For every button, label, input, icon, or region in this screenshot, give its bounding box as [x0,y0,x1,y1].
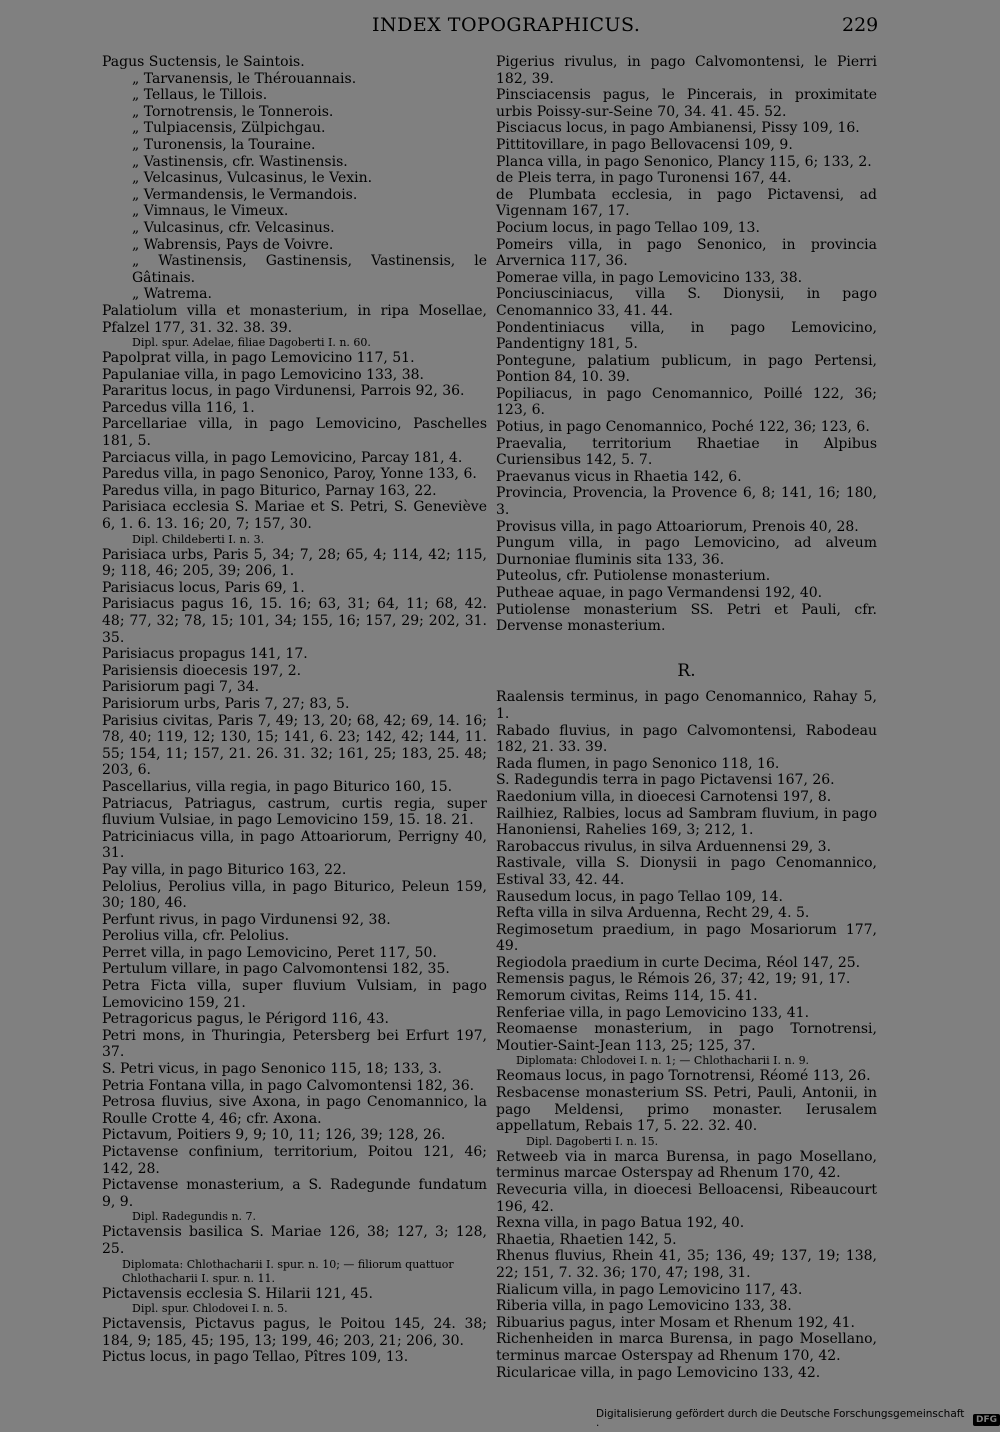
diploma-note: Dipl. spur. Adelae, filiae Dagoberti I. n. 60. [132,336,371,350]
index-entry: Popiliacus, in pago Cenomannico, Poillé 122, 36; 123, 6. [496,385,877,419]
index-entry: Provisus villa, in pago Attoariorum, Prenois 40, 28. [496,518,859,535]
index-entry: Perfunt rivus, in pago Virdunensi 92, 38. [102,911,391,928]
index-entry: Revecuria villa, in dioecesi Belloacensi, Ribeaucourt 196, 42. [496,1182,877,1215]
page-number: 229 [842,14,879,36]
index-entry: Parisiensis dioecesis 197, 2. [102,662,302,679]
index-entry: Ponciusciniacus, villa S. Dionysii, in pago Cenomannico 33, 41. 44. [496,286,877,319]
index-entry: Parisiacus propagus 141, 17. [102,646,308,663]
index-entry: Raalensis terminus, in pago Cenomannico, Rahay 5, 1. [496,689,877,722]
index-entry: „ Turonensis, la Touraine. [132,136,316,153]
index-entry: Pomeirs villa, in pago Senonico, in provincia Arvernica 117, 36. [496,236,877,270]
index-entry: Parisiacus pagus 16, 15. 16; 63, 31; 64, 11; 68, 42. 48; 77, 32; 78, 15; 101, 34; 155, 16; 157, 29; 202, 31. 35. [102,596,487,646]
index-entry: Putheae aquae, in pago Vermandensi 192, 40. [496,585,823,601]
index-entry: Pictavensis ecclesia S. Hilarii 121, 45. [102,1285,373,1302]
index-entry: Palatiolum villa et monasterium, in ripa Mosellae, Pfalzel 177, 31. 32. 38. 39. [102,302,487,336]
index-entry: Pittitovillare, in pago Bellovacensi 109, 9. [496,136,793,153]
index-entry: Paredus villa, in pago Biturico, Parnay 163, 22. [102,482,437,499]
index-entry: Petra Ficta villa, super fluvium Vulsiam, in pago Lemovicino 159, 21. [102,978,487,1011]
index-entry: Parisiacus locus, Paris 69, 1. [102,579,305,596]
index-entry: Pascellarius, villa regia, in pago Biturico 160, 15. [102,778,453,795]
dfg-logo: DFG [973,1414,1000,1426]
index-entry: Paredus villa, in pago Senonico, Paroy, Yonne 133, 6. [102,466,477,483]
index-entry: Patriacus, Patriagus, castrum, curtis regia, super fluvium Vulsiae, in pago Lemovicino 159, 15. 18. 21. [102,795,487,829]
index-entry: Rhaetia, Rhaetien 142, 5. [496,1231,677,1248]
index-entry: Puteolus, cfr. Putiolense monasterium. [496,568,771,585]
index-entry: Parciacus villa, in pago Lemovicino, Parcay 181, 4. [102,449,463,466]
index-entry: Rarobaccus rivulus, in silva Arduennensi 29, 3. [496,838,832,855]
index-entry: Rastivale, villa S. Dionysii in pago Cenomannico, Estival 33, 42. 44. [496,855,877,888]
index-entry: Reomaense monasterium, in pago Tornotrensi, Moutier-Saint-Jean 113, 25; 125, 37. [496,1021,877,1054]
index-entry: Raedonium villa, in dioecesi Carnotensi 197, 8. [496,788,832,805]
index-entry: Petragoricus pagus, le Périgord 116, 43. [102,1011,390,1028]
index-entry: S. Petri vicus, in pago Senonico 115, 18; 133, 3. [102,1061,442,1078]
index-entry: Rabado fluvius, in pago Calvomontensi, Rabodeau 182, 21. 33. 39. [496,722,877,756]
index-entry: Pontegune, palatium publicum, in pago Pertensi, Pontion 84, 10. 39. [496,352,877,386]
digitization-footer [596,1408,1000,1432]
index-entry: Remorum civitas, Reims 114, 15. 41. [496,988,758,1005]
index-entry: Pinsciacensis pagus, le Pincerais, in proximitate urbis Poissy-sur-Seine 70, 34. 41. 45. 52. [496,87,877,120]
index-entry: „ Wabrensis, Pays de Voivre. [132,236,334,253]
index-entry: Pigerius rivulus, in pago Calvomontensi, le Pierri 182, 39. [496,54,877,87]
index-entry: Rausedum locus, in pago Tellao 109, 14. [496,888,783,905]
index-entry: Praevanus vicus in Rhaetia 142, 6. [496,468,742,485]
index-entry: Parisiaca ecclesia S. Mariae et S. Petri, S. Geneviève 6, 1. 6. 13. 16; 20, 7; 157, 30. [102,499,487,533]
footer-text: Digitalisierung gefördert durch die Deutsche Forschungsgemeinschaft · [596,1408,965,1432]
right-column [496,54,877,1381]
index-entry: „ Tarvanensis, le Thérouannais. [132,70,357,87]
index-entry: „ Vimnaus, le Vimeux. [132,203,289,220]
index-entry: Ribuarius pagus, inter Mosam et Rhenum 192, 41. [496,1314,855,1331]
index-entry: Rexna villa, in pago Batua 192, 40. [496,1215,745,1232]
index-entry: „ Vastinensis, cfr. Wastinensis. [132,153,348,170]
index-entry: Pay villa, in pago Biturico 163, 22. [102,861,347,878]
index-entry: de Plumbata ecclesia, in pago Pictavensi, ad Vigennam 167, 17. [496,186,877,220]
index-entry: Pictavense monasterium, a S. Radegunde fundatum 9, 9. [102,1177,487,1210]
index-entry: Riberia villa, in pago Lemovicino 133, 38. [496,1298,792,1315]
index-entry: Pictavense confinium, territorium, Poitou 121, 46; 142, 28. [102,1144,487,1177]
index-entry: Reomaus locus, in pago Tornotrensi, Réomé 113, 26. [496,1068,871,1085]
index-entry: Pagus Suctensis, le Saintois. [102,54,305,70]
index-entry: Remensis pagus, le Rémois 26, 37; 42, 19; 91, 17. [496,971,851,988]
index-entry: Parisiaca urbs, Paris 5, 34; 7, 28; 65, 4; 114, 42; 115, 9; 118, 46; 205, 39; 206, 1. [102,546,487,580]
index-entry: „ Tellaus, le Tillois. [132,87,268,104]
index-entry: Pungum villa, in pago Lemovicino, ad alveum Durnoniae fluminis sita 133, 36. [496,535,877,568]
index-entry: Pertulum villare, in pago Calvomontensi 182, 35. [102,961,450,978]
diploma-note: Dipl. Radegundis n. 7. [132,1210,257,1224]
index-entry: Putiolense monasterium SS. Petri et Pauli, cfr. Dervense monasterium. [496,601,877,635]
index-entry: Planca villa, in pago Senonico, Plancy 115, 6; 133, 2. [496,153,872,170]
index-entry: Rhenus fluvius, Rhein 41, 35; 136, 49; 137, 19; 138, 22; 151, 7. 32. 36; 170, 47; 198, 31. [496,1248,877,1281]
index-entry: Patriciniacus villa, in pago Attoariorum, Perrigny 40, 31. [102,828,487,862]
index-entry: Parisiorum urbs, Paris 7, 27; 83, 5. [102,695,350,712]
index-entry: Regiodola praedium in curte Decima, Réol 147, 25. [496,954,861,971]
index-entry: Regimosetum praedium, in pago Mosariorum 177, 49. [496,921,877,955]
diploma-note: Diplomata: Chlodovei I. n. 1; — Chlothacharii I. n. 9. [516,1054,810,1068]
index-entry: S. Radegundis terra in pago Pictavensi 167, 26. [496,772,835,789]
diploma-note: Dipl. Childeberti I. n. 3. [132,532,265,546]
index-entry: „ Tornotrensis, le Tonnerois. [132,103,334,120]
diploma-note: Dipl. spur. Chlodovei I. n. 5. [132,1302,288,1316]
section-heading: R. [677,660,696,681]
index-entry: Resbacense monasterium SS. Petri, Pauli, Antonii, in pago Meldensi, primo monaster. Ierusalem appellatum, Rebais 17, 5. 22. 32. 40. [496,1085,877,1135]
index-entry: Retweeb via in marca Burensa, in pago Mosellano, terminus marcae Osterspay ad Rhenum 170, 42. [496,1148,877,1182]
index-entry: Refta villa in silva Arduenna, Recht 29, 4. 5. [496,905,810,922]
index-entry: „ Velcasinus, Vulcasinus, le Vexin. [132,170,373,187]
page-header [0,14,1000,42]
index-entry: „ Tulpiacensis, Zülpichgau. [132,120,326,137]
index-entry: Pararitus locus, in pago Virdunensi, Parrois 92, 36. [102,383,465,400]
index-entry: Rada flumen, in pago Senonico 118, 16. [496,755,780,772]
index-entry: Parisiorum pagi 7, 34. [102,679,260,696]
index-entry: „ Watrema. [132,286,212,303]
index-entry: Papulaniae villa, in pago Lemovicino 133, 38. [102,366,424,383]
index-entry: Rialicum villa, in pago Lemovicino 117, 43. [496,1281,803,1298]
diploma-note: Dipl. Dagoberti I. n. 15. [526,1134,659,1148]
index-entry: Parcellariae villa, in pago Lemovicino, Paschelles 181, 5. [102,416,487,450]
index-entry: Praevalia, territorium Rhaetiae in Alpibus Curiensibus 142, 5. 7. [496,435,877,469]
index-entry: Provincia, Provencia, la Provence 6, 8; 141, 16; 180, 3. [496,485,877,519]
index-entry: Pondentiniacus villa, in pago Lemovicino, Pandentigny 181, 5. [496,319,877,353]
index-entry: Pictavensis, Pictavus pagus, le Poitou 145, 24. 38; 184, 9; 185, 45; 195, 13; 199, 46; 203, 21; 206, 30. [102,1316,487,1349]
index-entry: „ Vulcasinus, cfr. Velcasinus. [132,219,335,236]
index-entry: Perret villa, in pago Lemovicino, Peret 117, 50. [102,944,437,961]
index-entry: Renferiae villa, in pago Lemovicino 133, 41. [496,1004,810,1021]
index-entry: Pomerae villa, in pago Lemovicino 133, 38. [496,269,803,286]
index-entry: Parcedus villa 116, 1. [102,399,255,416]
index-entry: Richenheiden in marca Burensa, in pago Mosellano, terminus marcae Osterspay ad Rhenum 170, 42. [496,1331,877,1364]
index-entry: Pictavum, Poitiers 9, 9; 10, 11; 126, 39; 128, 26. [102,1127,446,1144]
index-entry: Petria Fontana villa, in pago Calvomontensi 182, 36. [102,1077,475,1094]
index-entry: Perolius villa, cfr. Pelolius. [102,928,290,945]
diploma-note: Diplomata: Chlothacharii I. spur. n. 10; — filiorum quattuor Chlothacharii I. spur. n. 11. [122,1257,454,1285]
index-entry: Pictus locus, in pago Tellao, Pîtres 109, 13. [102,1349,409,1366]
index-entry: Papolprat villa, in pago Lemovicino 117, 51. [102,350,415,367]
left-column [102,54,487,1366]
index-entry: Pocium locus, in pago Tellao 109, 13. [496,219,760,236]
index-entry: Petri mons, in Thuringia, Petersberg bei Erfurt 197, 37. [102,1027,487,1061]
index-entry: Pisciacus locus, in pago Ambianensi, Pissy 109, 16. [496,120,860,137]
index-entry: Petrosa fluvius, sive Axona, in pago Cenomannico, la Roulle Crotte 4, 46; cfr. Axona. [102,1094,487,1127]
index-entry: Parisius civitas, Paris 7, 49; 13, 20; 68, 42; 69, 14. 16; 78, 40; 119, 12; 130, 15; 141, 6. 23; 142, 42; 144, 11. 55; 154, 11; 157, 21. 26. 31. 32; 161, 25; 183, 25. 48; 203, 6. [102,712,487,779]
index-entry: Pelolius, Perolius villa, in pago Biturico, Peleun 159, 30; 180, 46. [102,878,487,912]
index-entry: Railhiez, Ralbies, locus ad Sambram fluvium, in pago Hanoniensi, Rahelies 169, 3; 212, 1. [496,805,877,839]
running-title: INDEX TOPOGRAPHICUS. [372,14,641,36]
index-entry: „ Wastinensis, Gastinensis, Vastinensis, le Gâtinais. [132,253,487,286]
index-entry: Pictavensis basilica S. Mariae 126, 38; 127, 3; 128, 25. [102,1224,487,1257]
index-entry: Ricularicae villa, in pago Lemovicino 133, 42. [496,1364,821,1381]
index-entry: „ Vermandensis, le Vermandois. [132,186,358,203]
index-entry: de Pleis terra, in pago Turonensi 167, 44. [496,170,792,187]
index-entry: Potius, in pago Cenomannico, Poché 122, 36; 123, 6. [496,419,870,436]
